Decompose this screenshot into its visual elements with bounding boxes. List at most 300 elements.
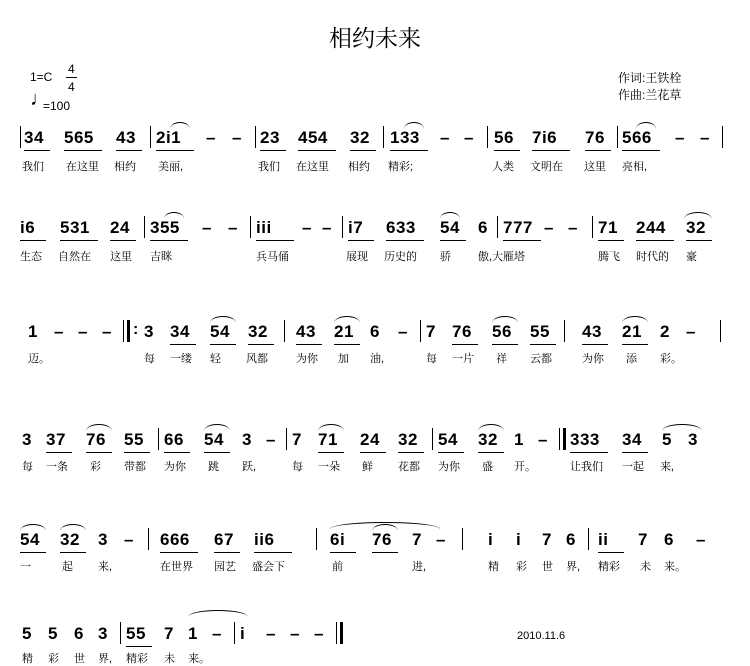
slur (318, 424, 344, 431)
song-title: 相约未来 (329, 25, 421, 51)
lyric: 傲,大雁塔 (478, 251, 526, 263)
beam (398, 452, 424, 453)
note-group: 56 (492, 322, 512, 341)
lyric: 带都 (124, 461, 146, 473)
barline (420, 320, 421, 342)
lyric: 来, (98, 561, 113, 573)
beam (492, 344, 518, 345)
barline (234, 622, 235, 644)
barline (284, 320, 285, 342)
lyric: 起 (62, 561, 73, 573)
beam (622, 452, 648, 453)
slur (334, 316, 360, 323)
beam (86, 452, 112, 453)
lyric: 开。 (514, 461, 536, 473)
note-group: ii (598, 530, 609, 549)
lyric: 加 (338, 353, 349, 365)
barline (120, 622, 121, 644)
beam (60, 240, 98, 241)
note-group: 43 (296, 322, 316, 341)
note-group: 54 (20, 530, 40, 549)
lyric: 让我们 (570, 461, 603, 473)
note-group: 6 (478, 218, 488, 237)
note-group: 7 (164, 624, 174, 643)
lyric: 轻 (210, 353, 221, 365)
note-group: 24 (110, 218, 130, 237)
lyric: 一条 (46, 461, 68, 473)
beam (636, 240, 674, 241)
note-group: 32 (60, 530, 80, 549)
beam (494, 150, 520, 151)
lyric: 精彩 (598, 561, 620, 573)
tempo-marking: =100 (43, 99, 71, 113)
barline (559, 428, 560, 450)
note-group: 6 (664, 530, 674, 549)
slur (60, 524, 86, 531)
barline (617, 126, 618, 148)
lyric: 人类 (492, 161, 514, 173)
note-group: 34 (24, 128, 44, 147)
note-group: 531 (60, 218, 90, 237)
lyric: 云都 (530, 353, 552, 365)
note-group: – (266, 624, 276, 643)
note-group: 54 (204, 430, 224, 449)
note-group: 1 (514, 430, 524, 449)
lyric: 迈。 (28, 353, 50, 365)
slur (440, 212, 460, 219)
lyric: 每 (426, 353, 437, 365)
note-group: 6 (74, 624, 84, 643)
note-group: – (398, 322, 408, 341)
date-stamp: 2010.11.6 (517, 630, 566, 642)
beam (503, 240, 541, 241)
note-group: 3 (242, 430, 252, 449)
lyric: 来。 (188, 653, 210, 665)
barline (316, 528, 317, 550)
barline (487, 126, 488, 148)
beam (298, 150, 336, 151)
note-group: 6 (370, 322, 380, 341)
beam (46, 452, 72, 453)
note-group: 66 (164, 430, 184, 449)
repeat-barline (563, 428, 566, 450)
note-group: i6 (20, 218, 36, 237)
time-signature-line (66, 77, 77, 78)
note-group: – (78, 322, 88, 341)
note-group: 32 (350, 128, 370, 147)
composer-credit: 作曲:兰花草 (618, 88, 682, 102)
note-group: 244 (636, 218, 666, 237)
lyric: 未 (640, 561, 651, 573)
note-group: 54 (440, 218, 460, 237)
note-group: – (102, 322, 112, 341)
beam (20, 552, 46, 553)
beam (60, 552, 86, 553)
lyric: 豪 (686, 251, 697, 263)
barline (158, 428, 159, 450)
note-group: – (124, 530, 134, 549)
note-group: 24 (360, 430, 380, 449)
note-group: 71 (318, 430, 338, 449)
lyric: 花都 (398, 461, 420, 473)
note-group: 23 (260, 128, 280, 147)
lyric: 精彩 (126, 653, 148, 665)
note-group: – (266, 430, 276, 449)
beam (622, 344, 648, 345)
beam (334, 344, 360, 345)
barline (722, 126, 723, 148)
beam (24, 150, 50, 151)
note-group: i7 (348, 218, 364, 237)
note-group: – (290, 624, 300, 643)
note-group: 76 (585, 128, 605, 147)
note-group: 21 (334, 322, 354, 341)
lyric: 鲜 (362, 461, 373, 473)
lyric: 彩 (48, 653, 59, 665)
note-group: 566 (622, 128, 652, 147)
note-group: – (440, 128, 450, 147)
barline (20, 126, 21, 148)
lyric: 在这里 (66, 161, 99, 173)
note-group: – (54, 322, 64, 341)
lyric: 腾飞 (598, 251, 620, 263)
note-group: 7 (426, 322, 436, 341)
barline (342, 216, 343, 238)
note-group: 32 (686, 218, 706, 237)
barline (720, 320, 721, 342)
note-group: – (568, 218, 578, 237)
lyric: 自然在 (58, 251, 91, 263)
lyric: 吉眯 (150, 251, 172, 263)
lyric: 每 (22, 461, 33, 473)
beam (210, 344, 236, 345)
note-group: 1 (188, 624, 198, 643)
lyric: 添 (626, 353, 637, 365)
note-group: – (544, 218, 554, 237)
score-row-6 (0, 622, 750, 665)
beam (390, 150, 428, 151)
lyric: 在世界 (160, 561, 193, 573)
repeat-barline (127, 320, 130, 342)
lyric: 美丽, (158, 161, 184, 173)
note-group: ii6 (254, 530, 275, 549)
note-group: – (686, 322, 696, 341)
note-group: 3 (688, 430, 698, 449)
lyric: 风都 (246, 353, 268, 365)
lyric: 界, (566, 561, 581, 573)
note-group: 565 (64, 128, 94, 147)
note-group: 32 (478, 430, 498, 449)
note-group: i (488, 530, 494, 549)
beam (582, 344, 608, 345)
beam (598, 552, 624, 553)
beam (598, 240, 624, 241)
lyric: 来。 (664, 561, 686, 573)
beam (156, 150, 194, 151)
beam (164, 452, 190, 453)
lyric: 为你 (582, 353, 604, 365)
note-group: 76 (452, 322, 472, 341)
lyric: 每 (144, 353, 155, 365)
lyric: 我们 (22, 161, 44, 173)
note-group: – (464, 128, 474, 147)
note-group: – (212, 624, 222, 643)
barline (144, 216, 145, 238)
score-row-2 (0, 216, 750, 306)
lyric: 彩。 (660, 353, 682, 365)
lyric: 来, (660, 461, 675, 473)
lyric: 世 (74, 653, 85, 665)
note-group: 355 (150, 218, 180, 237)
note-group: 2 (660, 322, 670, 341)
slur (636, 122, 656, 129)
note-group: – (232, 128, 242, 147)
note-group: 3 (98, 624, 108, 643)
beam (20, 240, 46, 241)
slur (622, 316, 648, 323)
beam (248, 344, 274, 345)
key-signature: 1=C (30, 70, 53, 84)
beam (570, 452, 608, 453)
beam (256, 240, 294, 241)
note-group: 21 (622, 322, 642, 341)
barline (383, 126, 384, 148)
note-group: 54 (438, 430, 458, 449)
note-group: – (700, 128, 710, 147)
lyric: 在这里 (296, 161, 329, 173)
beam (64, 150, 102, 151)
note-group: 633 (386, 218, 416, 237)
note-group: 76 (86, 430, 106, 449)
barline (462, 528, 463, 550)
note-group: 133 (390, 128, 420, 147)
barline (497, 216, 498, 238)
barline (564, 320, 565, 342)
beam (296, 344, 322, 345)
lyric: 彩 (516, 561, 527, 573)
slur (188, 610, 248, 617)
beam (124, 452, 150, 453)
note-group: 55 (124, 430, 144, 449)
lyric: 一起 (622, 461, 644, 473)
lyric: 相约 (348, 161, 370, 173)
note-group: 6 (566, 530, 576, 549)
lyricist-credit: 作词:王铁栓 (618, 71, 682, 85)
note-group: 1 (28, 322, 38, 341)
lyric: 这里 (110, 251, 132, 263)
lyric: 精彩; (388, 161, 414, 173)
lyric: 为你 (164, 461, 186, 473)
note-group: 37 (46, 430, 66, 449)
beam (254, 552, 292, 553)
beam (126, 646, 152, 647)
beam (686, 240, 712, 241)
note-group: 3 (22, 430, 32, 449)
slur (684, 212, 712, 219)
slur (86, 424, 112, 431)
note-group: 7 (542, 530, 552, 549)
note-group: 333 (570, 430, 600, 449)
lyric: 祥 (496, 353, 507, 365)
beam (318, 452, 344, 453)
lyric: 骄 (440, 251, 451, 263)
beam (438, 452, 464, 453)
lyric: 油, (370, 353, 385, 365)
time-signature-bottom: 4 (68, 80, 75, 94)
lyric: 精 (488, 561, 499, 573)
barline (150, 126, 151, 148)
beam (150, 240, 188, 241)
note-group: 7 (412, 530, 422, 549)
beam (350, 150, 376, 151)
note-group: 5 (48, 624, 58, 643)
note-group: 6i (330, 530, 346, 549)
beam (360, 452, 386, 453)
note-group: 34 (170, 322, 190, 341)
beam (260, 150, 286, 151)
slur (204, 424, 230, 431)
lyric: 为你 (296, 353, 318, 365)
lyric: 彩 (90, 461, 101, 473)
note-group: – (696, 530, 706, 549)
barline (250, 216, 251, 238)
lyric: 一缕 (170, 353, 192, 365)
lyric: 跳 (208, 461, 219, 473)
slur (210, 316, 236, 323)
beam (160, 552, 198, 553)
slur (404, 122, 424, 129)
repeat-dots: : (133, 321, 139, 338)
note-group: i (516, 530, 522, 549)
note-group: – (206, 128, 216, 147)
note-group: 55 (530, 322, 550, 341)
note-group: 54 (210, 322, 230, 341)
beam (348, 240, 374, 241)
note-group: 7 (638, 530, 648, 549)
slur (164, 212, 184, 219)
lyric: 生态 (20, 251, 42, 263)
lyric: 亮相, (622, 161, 648, 173)
beam (532, 150, 570, 151)
note-group: – (538, 430, 548, 449)
beam (440, 240, 466, 241)
note-group: 32 (248, 322, 268, 341)
score-row-1 (0, 126, 750, 216)
final-barline (340, 622, 343, 644)
slur (372, 524, 398, 531)
lyric: 一朵 (318, 461, 340, 473)
lyric: 跃, (242, 461, 257, 473)
note-group: – (314, 624, 324, 643)
lyric: 时代的 (636, 251, 669, 263)
lyric: 精 (22, 653, 33, 665)
barline (148, 528, 149, 550)
lyric: 盛会下 (252, 561, 285, 573)
score-row-5 (0, 528, 750, 618)
note-group: – (302, 218, 312, 237)
note-group: – (202, 218, 212, 237)
barline (255, 126, 256, 148)
beam (478, 452, 504, 453)
score-row-3 (0, 320, 750, 410)
beam (214, 552, 240, 553)
note-group: 3 (98, 530, 108, 549)
lyric: 我们 (258, 161, 280, 173)
lyric: 前 (332, 561, 343, 573)
note-group: 76 (372, 530, 392, 549)
slur (478, 424, 504, 431)
barline (336, 622, 337, 644)
note-group: 67 (214, 530, 234, 549)
note-group: 71 (598, 218, 618, 237)
note-group: 43 (582, 322, 602, 341)
beam (386, 240, 424, 241)
note-group: 32 (398, 430, 418, 449)
beam (110, 240, 136, 241)
beam (116, 150, 142, 151)
note-group: iii (256, 218, 272, 237)
lyric: 盛 (482, 461, 493, 473)
lyric: 每 (292, 461, 303, 473)
beam (530, 344, 556, 345)
note-group: 7 (292, 430, 302, 449)
lyric: 一 (20, 561, 31, 573)
note-group: 56 (494, 128, 514, 147)
beam (330, 552, 356, 553)
time-signature-top: 4 (68, 62, 75, 76)
lyric: 进, (412, 561, 427, 573)
barline (592, 216, 593, 238)
note-group: 34 (622, 430, 642, 449)
beam (170, 344, 196, 345)
lyric: 历史的 (384, 251, 417, 263)
lyric: 一片 (452, 353, 474, 365)
note-group: 777 (503, 218, 533, 237)
note-group: – (322, 218, 332, 237)
note-group: i (240, 624, 246, 643)
lyric: 展现 (346, 251, 368, 263)
note-group: 3 (144, 322, 154, 341)
lyric: 园艺 (214, 561, 236, 573)
lyric: 世 (542, 561, 553, 573)
barline (286, 428, 287, 450)
slur (170, 122, 190, 129)
note-group: 5 (662, 430, 672, 449)
note-group: 43 (116, 128, 136, 147)
lyric: 界, (98, 653, 113, 665)
note-group: 7i6 (532, 128, 558, 147)
note-group: 55 (126, 624, 146, 643)
beam (372, 552, 398, 553)
beam (452, 344, 478, 345)
lyric: 为你 (438, 461, 460, 473)
barline (432, 428, 433, 450)
note-group: 666 (160, 530, 190, 549)
lyric: 这里 (584, 161, 606, 173)
barline (588, 528, 589, 550)
slur (492, 316, 518, 323)
note-group: 5 (22, 624, 32, 643)
note-group: – (228, 218, 238, 237)
quarter-note-icon: ♩ (30, 88, 50, 110)
lyric: 文明在 (530, 161, 563, 173)
note-group: – (675, 128, 685, 147)
lyric: 相约 (114, 161, 136, 173)
barline (123, 320, 124, 342)
lyric: 未 (164, 653, 175, 665)
note-group: 2i1 (156, 128, 182, 147)
slur (662, 424, 702, 431)
